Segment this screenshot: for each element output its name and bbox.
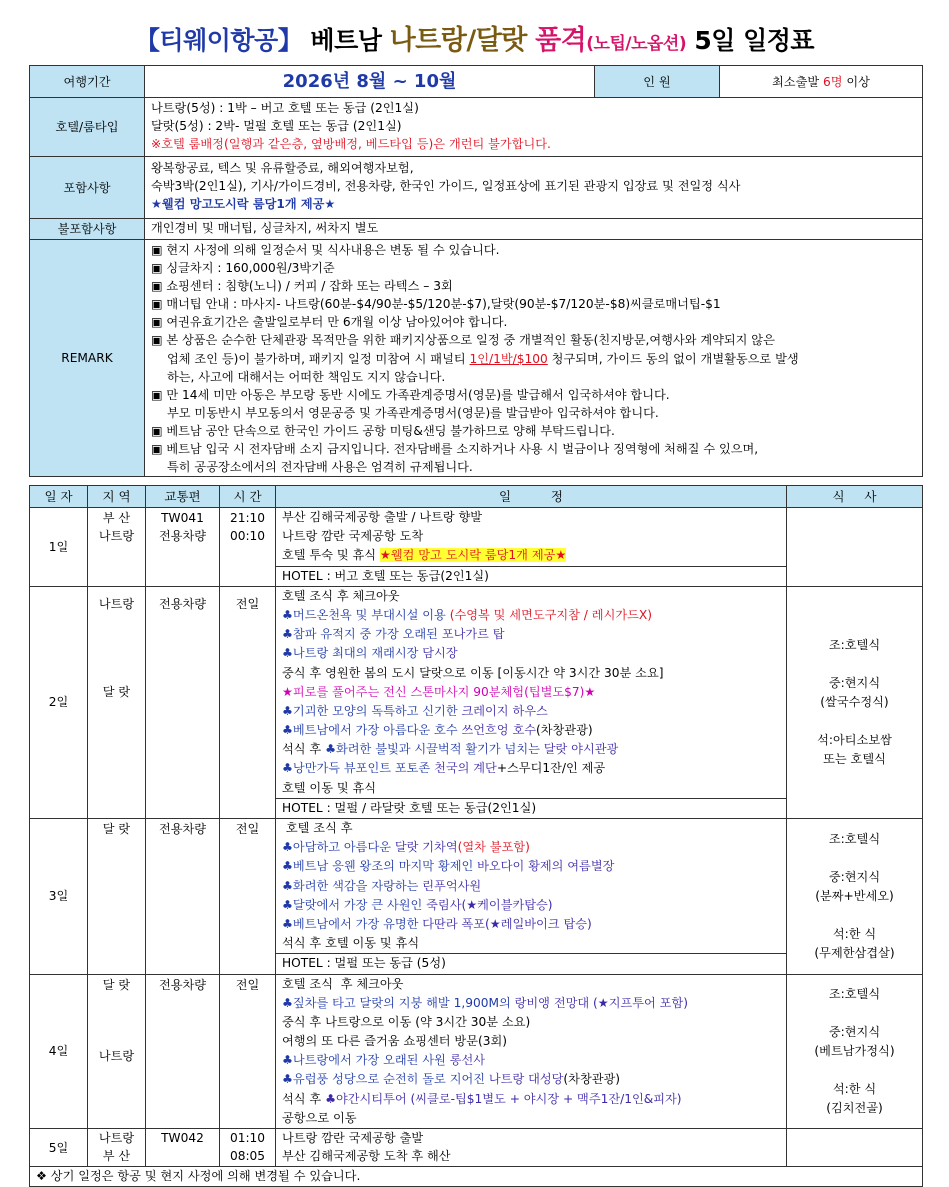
schedule-row-day2: [30, 586, 923, 818]
day-region: 달 랏: [88, 819, 146, 975]
header-day: 일 자: [30, 486, 88, 508]
welcome-gift-highlight: ★웰컴 망고 도시락 룸당1개 제공★: [379, 548, 567, 563]
day-label: 5일: [30, 1129, 88, 1167]
day-transport: 전용차량: [146, 586, 220, 818]
day-region: 나트랑 달 랏: [88, 586, 146, 818]
exclude-label: 불포함사항: [30, 219, 145, 240]
header-time: 시 간: [220, 486, 276, 508]
hotel-line: HOTEL : 멀펄 / 라달랏 호텔 또는 동급(2인1실): [276, 798, 786, 818]
exclude-info: 개인경비 및 매너팁, 싱글차지, 써차지 별도: [145, 219, 923, 240]
day-transport: TW041 전용차량: [146, 508, 220, 587]
day-meals: 조:호텔식 중:현지식 (분짜+반세오) 석:한 식 (무제한삼겹살): [787, 819, 923, 975]
day-label: 3일: [30, 819, 88, 975]
day-label: 1일: [30, 508, 88, 587]
include-label: 포함사항: [30, 157, 145, 219]
hotel-info: 나트랑(5성) : 1박 – 버고 호텔 또는 동급 (2인1실) 달랏(5성) : 2박- 멀펄 호텔 또는 동급 (2인1실) ※호텔 룸배정(일행과 같은층, 옆방배정, 베드타입 등)은 개런티 불가합니다.: [145, 98, 923, 157]
people-label: 인 원: [595, 66, 720, 98]
day-transport: TW042: [146, 1129, 220, 1167]
day-label: 2일: [30, 586, 88, 818]
day-meals: [787, 508, 923, 587]
day-itinerary: 부산 김해국제공항 출발 / 나트랑 향발 나트랑 깜란 국제공항 도착 호텔 투숙 및 휴식 ★웰컴 망고 도시락 룸당1개 제공★ HOTEL : 버고 호텔 또는 동급(2인1실): [276, 508, 787, 587]
include-info: 왕복항공료, 텍스 및 유류할증료, 해외여행자보험, 숙박3박(2인1실), 기사/가이드경비, 전용차량, 한국인 가이드, 일정표상에 표기된 관광지 입장료 및 전일정 식사 ★웰컴 망고도시락 룸당1개 제공★: [145, 157, 923, 219]
hotel-line: HOTEL : 멀펄 또는 동급 (5성): [276, 953, 786, 973]
day-label: 4일: [30, 974, 88, 1129]
massage-line: ★피로를 풀어주는 전신 스톤마사지 90분체험(팁별도$7)★: [282, 684, 596, 699]
day-itinerary: 나트랑 깜란 국제공항 출발 부산 김해국제공항 도착 후 해산: [276, 1129, 787, 1167]
day-time: 21:10 00:10: [220, 508, 276, 587]
day-meals: 조:호텔식 중:현지식 (베트남가정식) 석:한 식 (김치전골): [787, 974, 923, 1129]
include-bonus: ★웰컴 망고도시락 룸당1개 제공★: [151, 197, 336, 211]
hotel-warning: ※호텔 룸배정(일행과 같은층, 옆방배정, 베드타입 등)은 개런티 불가합니다.: [151, 137, 551, 151]
day-transport: 전용차량: [146, 819, 220, 975]
people-value: 최소출발 6명 이상: [720, 66, 923, 98]
footer-note: ❖ 상기 일정은 항공 및 현지 사정에 의해 변경될 수 있습니다.: [30, 1167, 923, 1187]
title-suffix: 5일 일정표: [694, 26, 815, 55]
period-label: 여행기간: [30, 66, 145, 98]
header-region: 지 역: [88, 486, 146, 508]
header-transport: 교통편: [146, 486, 220, 508]
remark-label: REMARK: [30, 240, 145, 477]
day-meals: 조:호텔식 중:현지식 (쌀국수정식) 석:아티소보쌈 또는 호텔식: [787, 586, 923, 818]
day-region: 달 랏 나트랑: [88, 974, 146, 1129]
period-value: 2026년 8월 ~ 10월: [145, 66, 595, 98]
title-grade: 품격(노팁/노옵션): [535, 25, 687, 56]
day-time: 01:10 08:05: [220, 1129, 276, 1167]
day-time: 전일: [220, 586, 276, 818]
schedule-row-day5: [30, 1129, 923, 1167]
schedule-table: [29, 485, 923, 1187]
schedule-row-day4: [30, 974, 923, 1129]
airline-brand: 【티웨이항공】: [134, 26, 303, 55]
day-region: 부 산 나트랑: [88, 508, 146, 587]
title-route: 나트랑/달랏: [389, 25, 527, 56]
day-time: 전일: [220, 819, 276, 975]
schedule-row-day1: [30, 508, 923, 587]
remark-list: ▣ 현지 사정에 의해 일정순서 및 식사내용은 변동 될 수 있습니다. ▣ 싱글차지 : 160,000원/3박기준 ▣ 쇼핑센터 : 침향(노니) / 커피 / 잡화 또는 라텍스 – 3회 ▣ 매너팁 안내 : 마사지- 나트랑(60분-$4/90분-$5/120분-$7),달랏(90분-$7/120분-$8)씨클로매너팁-$1 ▣ 여권유효기간은 출발일로부터 만 6개월 이상 남아있어야 합니다. ▣ 본 상품은 순수한 단체관광 목적만을 위한 패키지상품으로 일정 중 개별적인 활동(친지방문,여행사와 계약되지 않은 업체 조인 등)이 불가하며, 패키지 일정 미참여 시 패널티 1인/1박/$100 청구되며, 가이드 동의 없이 개별활동으로 발생 하는, 사고에 대해서는 어떠한 책임도 지지 않습니다. ▣ 만 14세 미만 아동은 부모랑 동반 시에도 가족관계증명서(영문)를 발급해서 입국하셔야 합니다. 부모 미동반시 부모동의서 영문공증 및 가족관계증명서(영문)를 발급받아 입국하셔야 합니다. ▣ 베트남 공안 단속으로 한국인 가이드 공항 미팅&샌딩 불가하므로 양해 부탁드립니다. ▣ 베트남 입국 시 전자담배 소지 금지입니다. 전자담배를 소지하거나 사용 시 벌금이나 징역형에 처해질 수 있으며, 특히 공공장소에서의 전자담배 사용은 엄격히 규제됩니다.: [145, 240, 923, 477]
day-region: 나트랑 부 산: [88, 1129, 146, 1167]
day-meals: [787, 1129, 923, 1167]
hotel-line: HOTEL : 버고 호텔 또는 동급(2인1실): [276, 566, 786, 586]
day-transport: 전용차량: [146, 974, 220, 1129]
page-title: [0, 18, 949, 57]
day-time: 전일: [220, 974, 276, 1129]
info-table: [29, 65, 923, 477]
schedule-row-day3: [30, 819, 923, 975]
header-schedule: 일 정: [276, 486, 787, 508]
day-itinerary: 호텔 조식 후 체크아웃 ♣짚차를 타고 달랏의 지붕 해발 1,900M의 랑비앵 전망대 (★지프투어 포함) 중식 후 나트랑으로 이동 (약 3시간 30분 소요) 여행의 또 다른 즐거움 쇼핑센터 방문(3회) ♣나트랑에서 가장 오래된 사원 롱선사 ♣유럽풍 성당으로 순전히 돌로 지어진 나트랑 대성당(차창관광) 석식 후 ♣야간시티투어 (씨클로-팁$1별도 + 야시장 + 맥주1잔/1인&피자) 공항으로 이동: [276, 974, 787, 1129]
day-itinerary: 호텔 조식 후 체크아웃 ♣머드온천욕 및 부대시설 이용 (수영복 및 세면도구지참 / 레시가드X) ♣참파 유적지 중 가장 오래된 포나가르 탑 ♣나트랑 최대의 재래시장 담시장 중식 후 영원한 봄의 도시 달랏으로 이동 [이동시간 약 3시간 30분 소요] ★피로를 풀어주는 전신 스톤마사지 90분체험(팁별도$7)★ ♣기괴한 모양의 독특하고 신기한 크레이지 하우스 ♣베트남에서 가장 아름다운 호수 쓰언흐엉 호수(차창관광) 석식 후 ♣화려한 불빛과 시끌벅적 활기가 넘치는 달랏 야시관광 ♣낭만가득 뷰포인트 포토존 천국의 계단+스무디1잔/인 제공 호텔 이동 및 휴식 HOTEL : 멀펄 / 라달랏 호텔 또는 동급(2인1실): [276, 586, 787, 818]
title-destination: 베트남: [310, 26, 382, 55]
hotel-label: 호텔/룸타입: [30, 98, 145, 157]
day-itinerary: 호텔 조식 후 ♣아담하고 아름다운 달랏 기차역(열차 불포함) ♣베트남 응웬 왕조의 마지막 황제인 바오다이 황제의 여름별장 ♣화려한 색감을 자랑하는 린푸억사원 ♣달랏에서 가장 큰 사원인 죽림사(★케이블카탑승) ♣베트남에서 가장 유명한 다딴라 폭포(★레일바이크 탑승) 석식 후 호텔 이동 및 휴식 HOTEL : 멀펄 또는 동급 (5성): [276, 819, 787, 975]
header-meals: 식 사: [787, 486, 923, 508]
